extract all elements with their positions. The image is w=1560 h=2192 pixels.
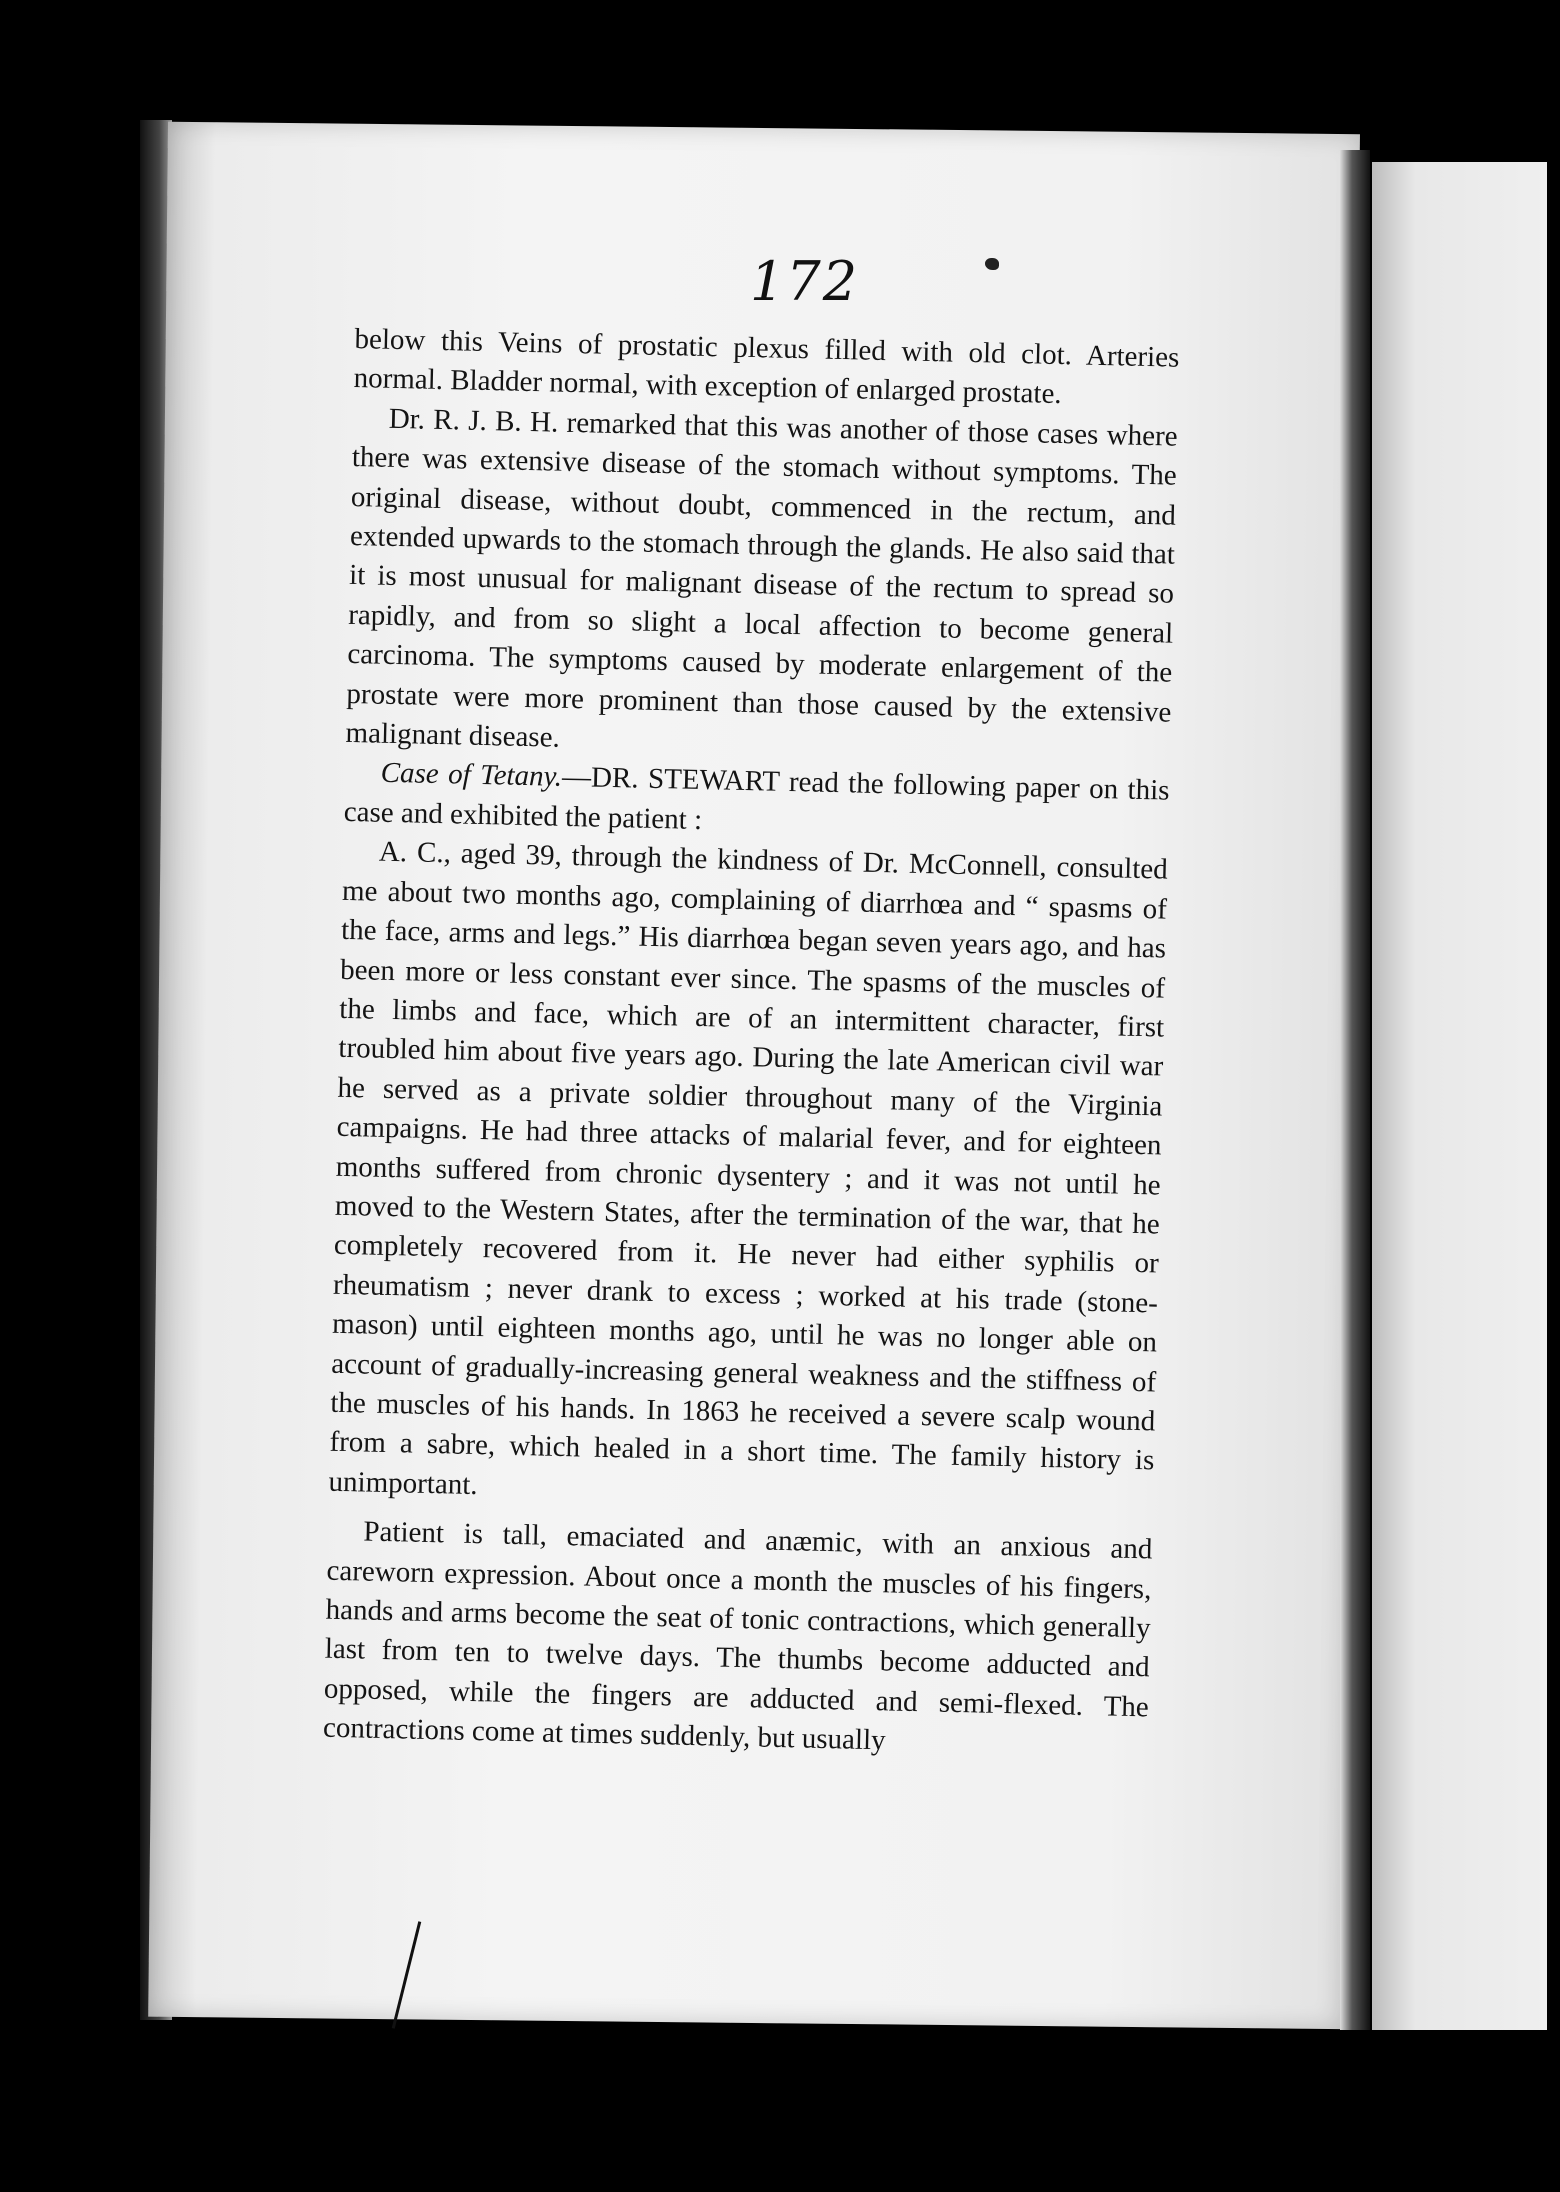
right-page-edge bbox=[1372, 162, 1547, 2042]
ink-mark bbox=[985, 258, 999, 270]
page-number: 172 bbox=[750, 250, 860, 313]
page-gutter bbox=[1340, 150, 1370, 2030]
case-intro: —DR. STEWART read the following paper on this case and exhibited the patient : bbox=[343, 761, 1170, 836]
paragraph: Patient is tall, emaciated and anæmic, with an anxious and careworn expression. About once a month the muscles of his fingers, hands and arms become the seat of tonic contractions, which generally last from ten to twelve days. The thumbs become adducted and opposed, while the fingers are adducted and semi-flexed. The contractions come at times suddenly, but usually bbox=[322, 1515, 1153, 1757]
paragraph: Dr. R. J. B. H. remarked that this was another of those cases where there was extensive disease of the stomach without symptoms. The original disease, without doubt, commenced in the rectum, and extended upwards to the stomach through the glands. He also said that it is most unusual for malignant disease of the rectum to spread so rapidly, and from so slight a local affection to become general carcinoma. The symptoms caused by moderate enlargement of the prostate were more prominent than those caused by the extensive malignant disease. bbox=[345, 402, 1178, 754]
page-text bbox=[323, 320, 1180, 1767]
paragraph: below this Veins of prostatic plexus filled with old clot. Arteries normal. Bladder normal, with exception of enlarged prostate. bbox=[353, 322, 1180, 411]
scan-border bbox=[0, 2030, 1560, 2192]
paragraph: A. C., aged 39, through the kindness of Dr. McConnell, consulted me about two months ago, complaining of diarrhœa and “ spasms of the face, arms and legs.” His diarrhœa began seven years ago, and has been more or less constant ever since. The spasms of the muscles of the limbs and face, which are of an intermittent character, first troubled him about five years ago. During the late American civil war he served as a private soldier throughout many of the Virginia campaigns. He had three attacks of malarial fever, and for eighteen months suffered from chronic dysentery ; and it was not until he moved to the Western States, after the termination of the war, that he completely recovered from it. He never had either syphilis or rheumatism ; never drank to excess ; worked at his trade (stone-mason) until eighteen months ago, until he was no longer able on account of gradually-increasing general weakness and the stiffness of the muscles of his hands. In 1863 he received a severe scalp wound from a sabre, which healed in a short time. The family history is unimportant. bbox=[328, 835, 1169, 1501]
case-title: Case of Tetany. bbox=[380, 757, 563, 794]
